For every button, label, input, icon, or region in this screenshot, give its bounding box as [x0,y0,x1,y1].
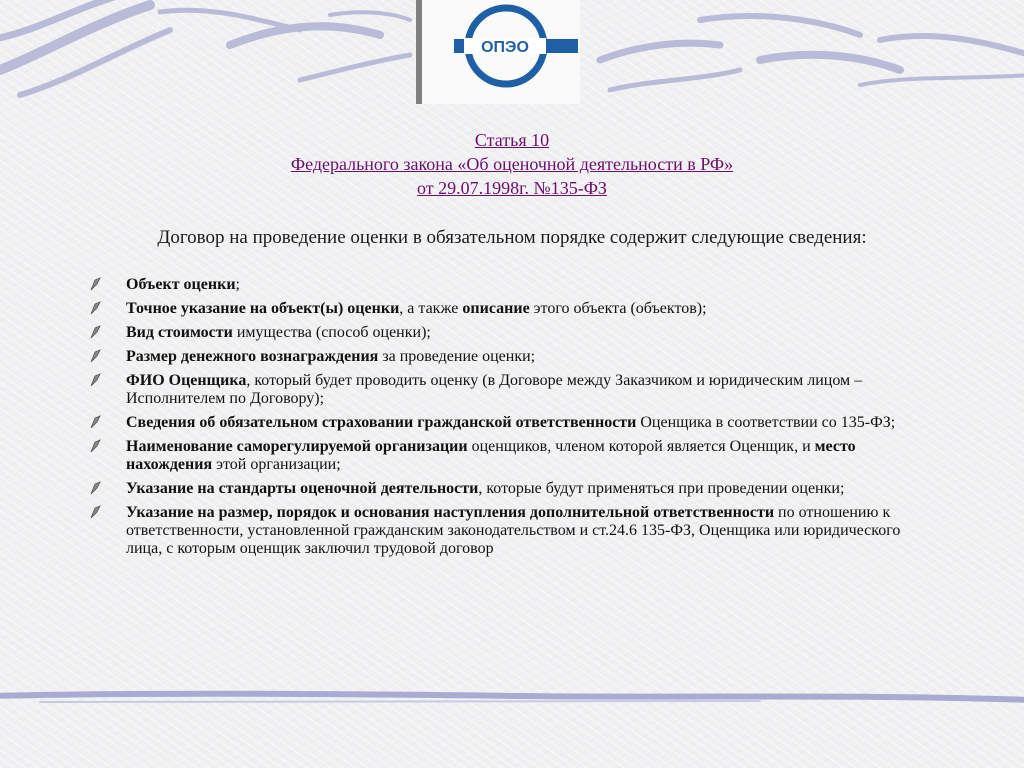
opeo-logo-icon [444,2,578,98]
page-title [150,128,874,200]
list-item: Точное указание на объект(ы) оценки, а также описание этого объекта (объектов); [86,300,936,318]
logo [422,0,580,104]
bullet-icon [88,373,102,387]
requirements-list [86,276,936,564]
list-item: ФИО Оценщика, который будет проводить оценку (в Договоре между Заказчиком и юридическим лицом – Исполнителем по Договору); [86,372,936,408]
bullet-icon [88,439,102,453]
list-item: Сведения об обязательном страховании гражданской ответственности Оценщика в соответствии со 135-ФЗ; [86,414,936,432]
bullet-icon [88,301,102,315]
list-item: Указание на размер, порядок и основания наступления дополнительной ответственности по отношению к ответственности, установленной гражданским законодательством и ст.24.6 135-ФЗ, Оценщика или юридического лица, с которым оценщик заключил трудовой договор [86,504,936,558]
bullet-icon [88,415,102,429]
bullet-icon [88,505,102,519]
bottom-decoration [0,660,1024,768]
list-item: Наименование саморегулируемой организации оценщиков, членом которой является Оценщик, и место нахождения этой организации; [86,438,936,474]
intro-text: Договор на проведение оценки в обязательном порядке содержит следующие сведения: [157,227,867,248]
list-item: Размер денежного вознаграждения за проведение оценки; [86,348,936,366]
list-item: Указание на стандарты оценочной деятельности, которые будут применяться при проведении оценки; [86,480,936,498]
bullet-icon [88,325,102,339]
title-line-article: Статья 10 [474,130,550,150]
bullet-icon [88,481,102,495]
svg-text:ОПЭО: ОПЭО [481,39,529,56]
list-item: Объект оценки; [86,276,936,294]
bullet-icon [88,349,102,363]
bullet-icon [88,277,102,291]
title-line-date: от 29.07.1998г. №135-ФЗ [417,178,607,198]
list-item: Вид стоимости имущества (способ оценки); [86,324,936,342]
title-line-law: Федерального закона «Об оценочной деятельности в РФ» [290,154,734,174]
